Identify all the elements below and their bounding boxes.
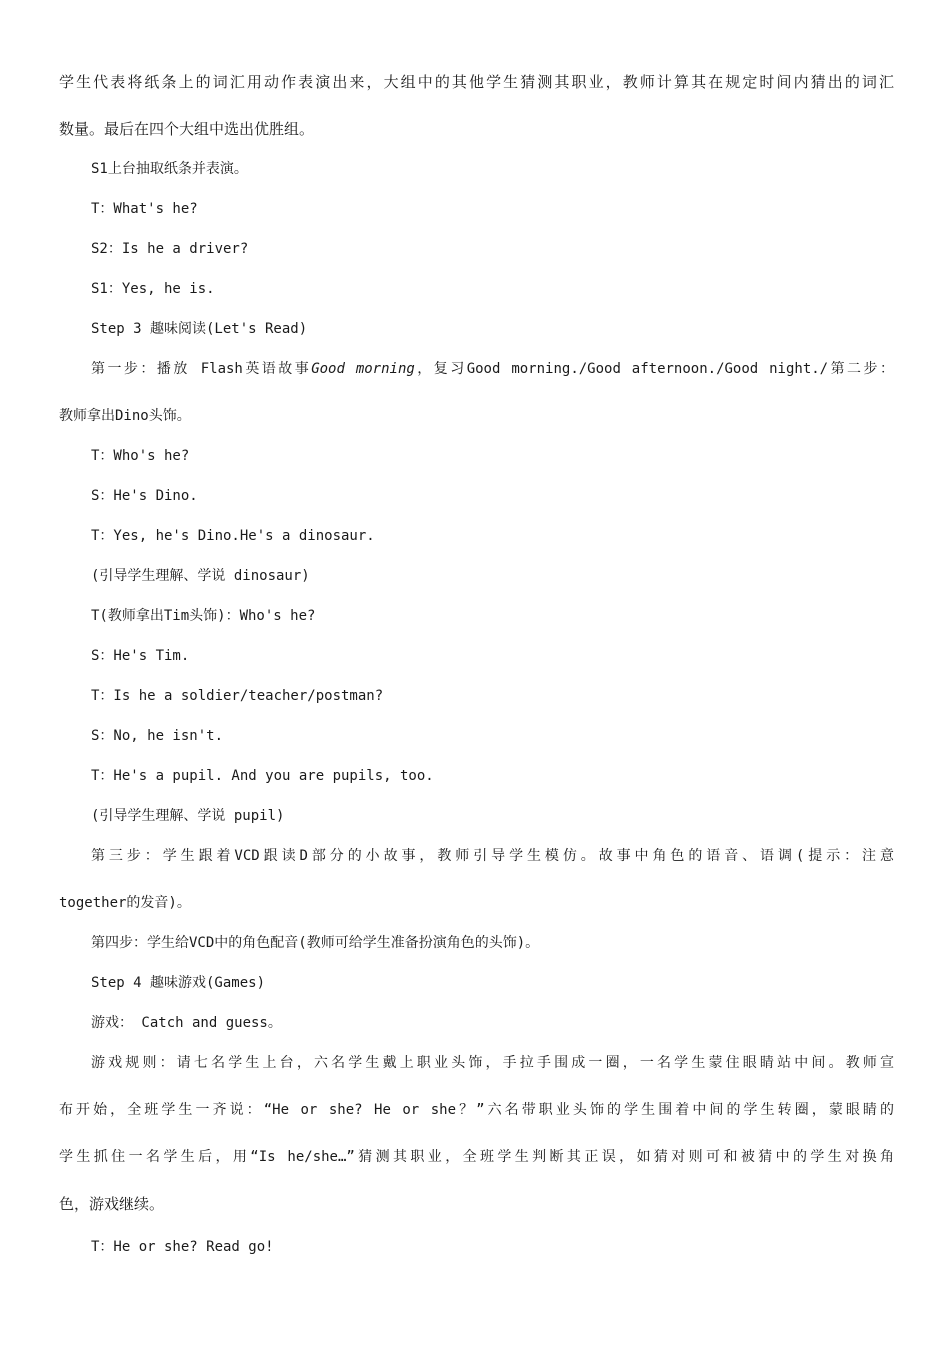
paragraph-line: 游戏： Catch and guess。 xyxy=(91,1015,282,1031)
dialogue-line: S：He's Tim. xyxy=(91,648,190,664)
dialogue-line: T：Yes, he's Dino.He's a dinosaur. xyxy=(91,528,375,544)
paragraph-line: 数量。最后在四个大组中选出优胜组。 xyxy=(59,120,315,138)
document-page xyxy=(59,0,894,1346)
paragraph-line: 布开始，全班学生一齐说：“He or she? He or she？”六名带职业头饰的学生围着中间的学生转圈，蒙眼睛的 xyxy=(59,1102,894,1118)
paragraph-line: together的发音)。 xyxy=(59,895,191,911)
paragraph-line: S1上台抽取纸条并表演。 xyxy=(91,161,248,177)
paragraph-line: 学生代表将纸条上的词汇用动作表演出来，大组中的其他学生猜测其职业，教师计算其在规定时间内猜出的词汇 xyxy=(59,73,894,91)
dialogue-line: T：He's a pupil. And you are pupils, too. xyxy=(91,768,434,784)
step-heading: Step 4 趣味游戏(Games) xyxy=(91,975,266,991)
dialogue-line: T：Is he a soldier/teacher/postman? xyxy=(91,688,384,704)
paragraph-line xyxy=(91,358,894,380)
dialogue-line: T(教师拿出Tim头饰)：Who's he? xyxy=(91,608,316,624)
note-line: (引导学生理解、学说 pupil) xyxy=(91,808,285,824)
dialogue-line: S1：Yes, he is. xyxy=(91,281,215,297)
story-title: Good morning xyxy=(311,361,415,377)
paragraph-line: 色，游戏继续。 xyxy=(59,1195,165,1213)
dialogue-line: S：He's Dino. xyxy=(91,488,198,504)
dialogue-line: S：No, he isn't. xyxy=(91,728,224,744)
dialogue-line: T：Who's he? xyxy=(91,448,190,464)
text-run: ，复习Good morning./Good afternoon./Good night./第二步： xyxy=(414,361,894,377)
dialogue-line: T：What's he? xyxy=(91,201,198,217)
dialogue-line: T：He or she? Read go! xyxy=(91,1239,274,1255)
note-line: (引导学生理解、学说 dinosaur) xyxy=(91,568,310,584)
paragraph-line: 教师拿出Dino头饰。 xyxy=(59,408,191,424)
paragraph-line: 第三步：学生跟着VCD跟读D部分的小故事，教师引导学生模仿。故事中角色的语音、语调(提示：注意 xyxy=(91,848,894,864)
paragraph-line: 第四步：学生给VCD中的角色配音(教师可给学生准备扮演角色的头饰)。 xyxy=(91,935,540,951)
step-heading: Step 3 趣味阅读(Let's Read) xyxy=(91,321,308,337)
text-run: 第一步：播放 Flash英语故事 xyxy=(91,361,312,377)
paragraph-line: 学生抓住一名学生后，用“Is he/she…”猜测其职业，全班学生判断其正误，如猜对则可和被猜中的学生对换角 xyxy=(59,1149,894,1165)
paragraph-line: 游戏规则：请七名学生上台，六名学生戴上职业头饰，手拉手围成一圈，一名学生蒙住眼睛站中间。教师宣 xyxy=(91,1055,894,1071)
dialogue-line: S2：Is he a driver? xyxy=(91,241,249,257)
